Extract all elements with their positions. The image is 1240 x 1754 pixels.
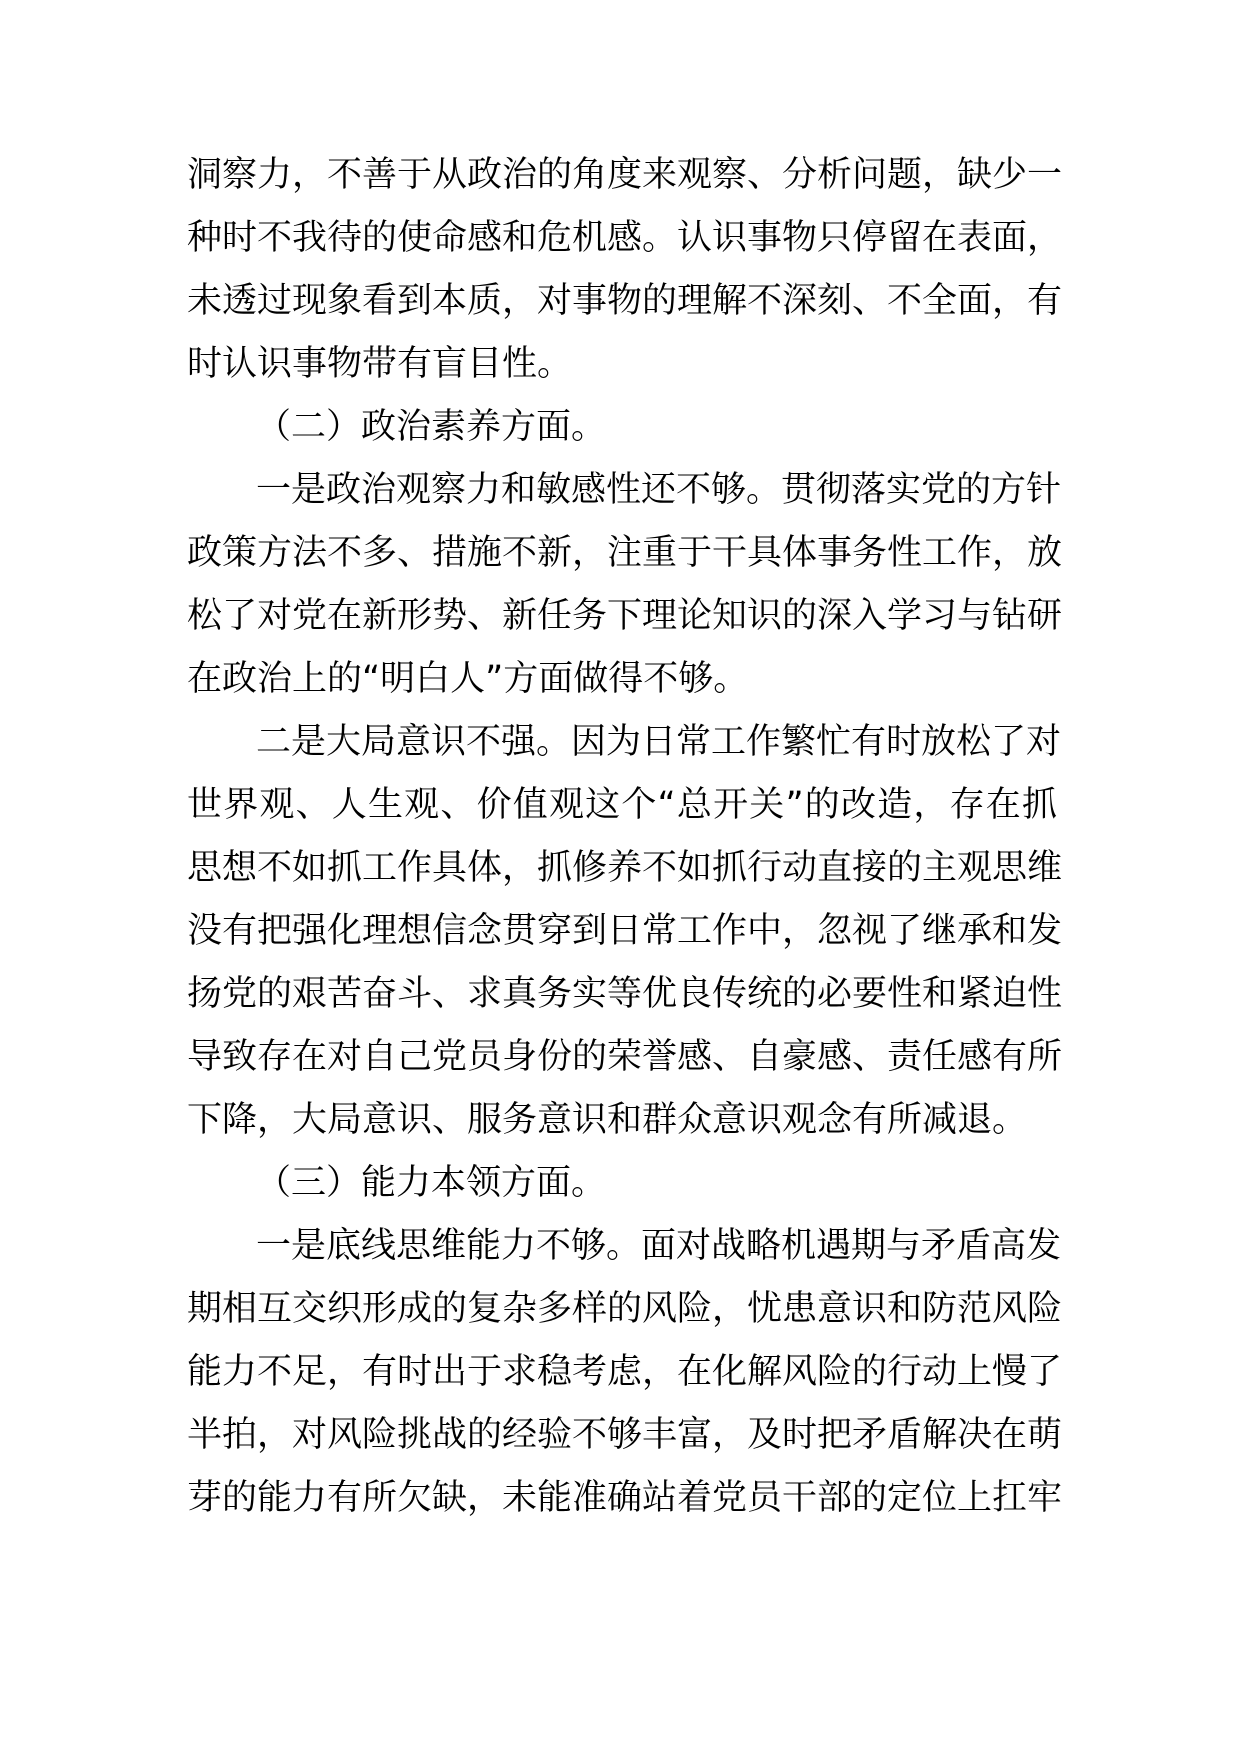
text-line: 在政治上的“明白人”方面做得不够。 <box>187 659 749 699</box>
text-line: 未透过现象看到本质，对事物的理解不深刻、不全面，有 <box>187 281 1063 321</box>
text-line: 政策方法不多、措施不新，注重于干具体事务性工作，放 <box>187 533 1063 573</box>
paragraph-first-line: 一是底线思维能力不够。面对战略机遇期与矛盾高发 <box>256 1226 1062 1266</box>
text-line: 松了对党在新形势、新任务下理论知识的深入学习与钻研 <box>187 596 1063 636</box>
text-line: 世界观、人生观、价值观这个“总开关”的改造，存在抓 <box>187 785 1057 825</box>
text-line: 期相互交织形成的复杂多样的风险，忧患意识和防范风险 <box>187 1289 1063 1329</box>
text-line: 洞察力，不善于从政治的角度来观察、分析问题，缺少一 <box>187 155 1063 195</box>
text-line: 没有把强化理想信念贯穿到日常工作中，忽视了继承和发 <box>187 911 1063 951</box>
text-line: 思想不如抓工作具体，抓修养不如抓行动直接的主观思维 <box>187 848 1063 888</box>
section-heading: （二）政治素养方面。 <box>256 407 607 447</box>
text-line: 半拍，对风险挑战的经验不够丰富，及时把矛盾解决在萌 <box>187 1415 1063 1455</box>
paragraph-first-line: 一是政治观察力和敏感性还不够。贯彻落实党的方针 <box>256 470 1062 510</box>
text-line: 种时不我待的使命感和危机感。认识事物只停留在表面， <box>187 218 1063 258</box>
section-heading: （三）能力本领方面。 <box>256 1163 607 1203</box>
text-line: 芽的能力有所欠缺，未能准确站着党员干部的定位上扛牢 <box>187 1478 1063 1518</box>
text-line: 导致存在对自己党员身份的荣誉感、自豪感、责任感有所 <box>187 1037 1063 1077</box>
text-line: 下降，大局意识、服务意识和群众意识观念有所减退。 <box>187 1100 1028 1140</box>
paragraph-first-line: 二是大局意识不强。因为日常工作繁忙有时放松了对 <box>256 722 1062 762</box>
text-line: 时认识事物带有盲目性。 <box>187 344 573 384</box>
text-line: 能力不足，有时出于求稳考虑，在化解风险的行动上慢了 <box>187 1352 1063 1392</box>
text-line: 扬党的艰苦奋斗、求真务实等优良传统的必要性和紧迫性 <box>187 974 1063 1014</box>
